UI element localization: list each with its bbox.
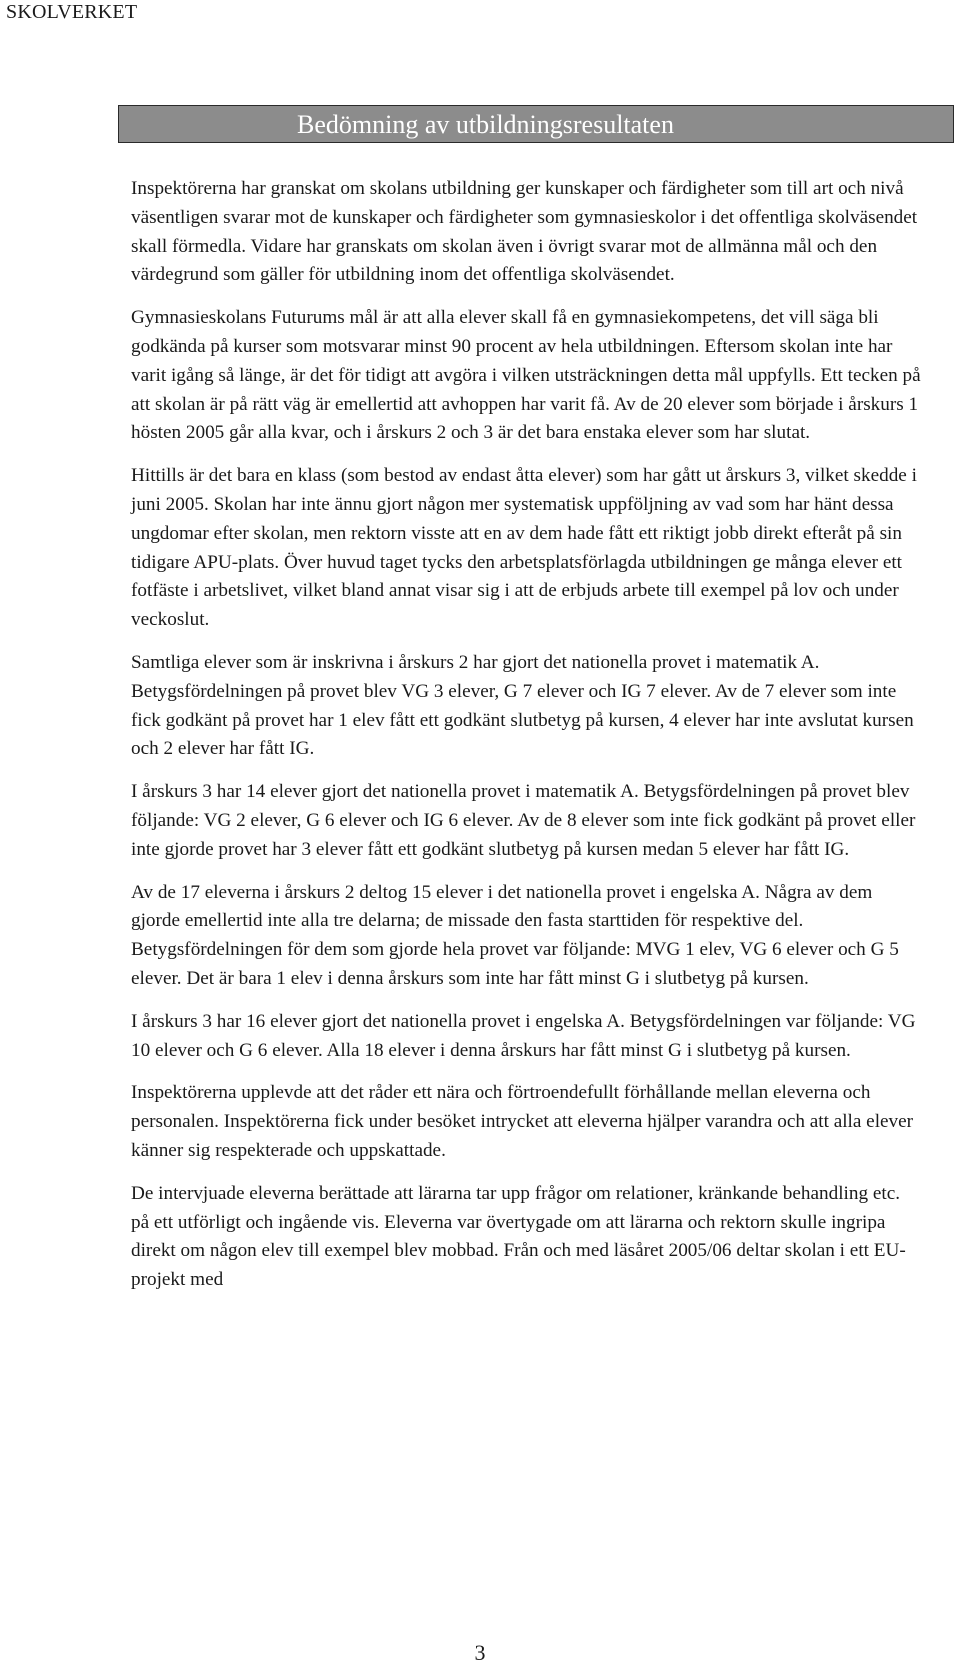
body-text xyxy=(131,175,921,1309)
brand-name: SKOLVERKET xyxy=(6,1,138,23)
paragraph: Gymnasieskolans Futurums mål är att alla elever skall få en gymnasiekompetens, det vill säga bli godkända på kurser som motsvarar minst 90 procent av hela utbildningen. Eftersom skolan inte har varit igång så länge, är det för tidigt att avgöra i vilken utsträckningen detta mål uppfylls. Ett tecken på att skolan är på rätt väg är emellertid att avhoppen har varit få. Av de 20 elever som började i årskurs 1 hösten 2005 går alla kvar, och i årskurs 2 och 3 är det bara enstaka elever som har slutat. xyxy=(131,307,921,444)
paragraph: Inspektörerna har granskat om skolans utbildning ger kunskaper och färdigheter som till art och nivå väsentligen svarar mot de kunskaper och färdigheter som gymnasieskolor i det offentliga skolväsendet skall förmedla. Vidare har granskats om skolan även i övrigt svarar mot de allmänna mål och den värdegrund som gäller för utbildning inom det offentliga skolväsendet. xyxy=(131,178,918,286)
paragraph: Samtliga elever som är inskrivna i årskurs 2 har gjort det nationella provet i matematik A. Betygsfördelningen på provet blev VG 3 elever, G 7 elever och IG 7 elever. Av de 7 elever som inte fick godkänt på provet har 1 elev fått ett godkänt slutbetyg på kursen, 4 elever har inte avslutat kursen och 2 elever har fått IG. xyxy=(131,651,914,760)
section-title: Bedömning av utbildningsresultaten xyxy=(297,110,674,139)
paragraph: I årskurs 3 har 14 elever gjort det nationella provet i matematik A. Betygsfördelningen på provet blev följande: VG 2 elever, G 6 elever och IG 6 elever. Av de 8 elever som inte fick godkänt på provet eller inte gjorde provet har 3 elever fått ett godkänt slutbetyg på kursen medan 5 elever har fått IG. xyxy=(131,781,916,860)
paragraph: De intervjuade eleverna berättade att lärarna tar upp frågor om relationer, kränkande behandling etc. på ett utförligt och ingående vis. Eleverna var övertygade om att lärarna och rektorn skulle ingripa direkt om någon elev till exempel blev mobbad. Från och med läsåret 2005/06 deltar skolan i ett EU-projekt med xyxy=(131,1182,906,1291)
paragraph: Hittills är det bara en klass (som bestod av endast åtta elever) som har gått ut årskurs 3, vilket skedde i juni 2005. Skolan har inte ännu gjort någon mer systematisk uppföljning av vad som har hänt dessa ungdomar efter skolan, men rektorn visste att en av dem hade fått ett riktigt jobb direkt efteråt på sin tidigare APU-plats. Över huvud taget tycks den arbetsplatsförlagda utbildningen ge många elever ett fotfäste i arbetslivet, vilket bland annat visar sig i att de erbjuds arbete till exempel på lov och under veckoslut. xyxy=(131,465,917,631)
paragraph: I årskurs 3 har 16 elever gjort det nationella provet i engelska A. Betygsfördelningen var följande: VG 10 elever och G 6 elever. Alla 18 elever i denna årskurs har fått minst G i slutbetyg på kursen. xyxy=(131,1010,916,1061)
paragraph: Inspektörerna upplevde att det råder ett nära och förtroendefullt förhållande mellan eleverna och personalen. Inspektörerna fick under besöket intrycket att eleverna hjälper varandra och att alla elever känner sig respekterade och uppskattade. xyxy=(131,1082,914,1161)
paragraph: Av de 17 eleverna i årskurs 2 deltog 15 elever i det nationella provet i engelska A. Några av dem gjorde emellertid inte alla tre delarna; de missade den fasta starttiden för respektive del. Betygsfördelningen för dem som gjorde hela provet var följande: MVG 1 elev, VG 6 elever och G 5 elever. Det är bara 1 elev i denna årskurs som inte har fått minst G i slutbetyg på kursen. xyxy=(131,881,899,989)
page-number: 3 xyxy=(474,1640,486,1665)
section-banner xyxy=(118,105,954,143)
